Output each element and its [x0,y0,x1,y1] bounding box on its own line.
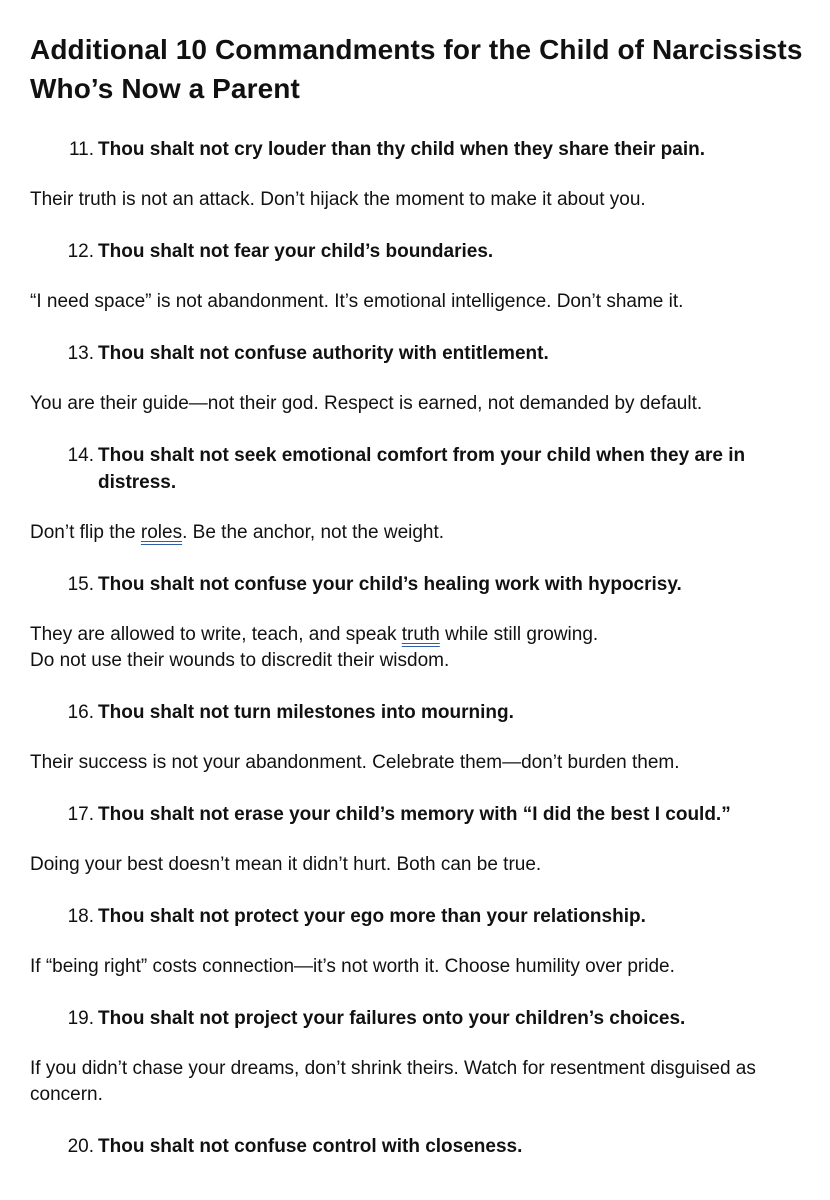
commandment-heading [30,903,810,930]
commandment-body [30,622,810,674]
commandment-body: Their truth is not an attack. Don’t hijack the moment to make it about you. [30,189,646,210]
commandment-body: If you didn’t chase your dreams, don’t shrink theirs. Watch for resentment disguised as concern. [30,1058,756,1105]
commandment-number: 11. [68,139,94,160]
commandment-heading-text: Thou shalt not confuse authority with entitlement. [98,343,549,364]
commandment-number: 16. [67,702,94,723]
commandment-item [30,699,810,776]
commandment-heading-text: Thou shalt not fear your child’s boundaries. [98,241,494,262]
commandment-body: “I need space” is not abandonment. It’s emotional intelligence. Don’t shame it. [30,291,684,312]
spellcheck-underlined-word[interactable]: roles [140,522,183,543]
document-title: Additional 10 Commandments for the Child of Narcissists Who’s Now a Parent [30,34,803,104]
commandment-heading-text: Thou shalt not project your failures onto your children’s choices. [98,1008,686,1029]
commandment-heading-text: Thou shalt not protect your ego more than your relationship. [98,906,646,927]
commandment-body: If “being right” costs connection—it’s not worth it. Choose humility over pride. [30,956,675,977]
commandment-heading [30,442,810,496]
commandment-heading [30,1133,810,1160]
commandment-item [30,903,810,980]
commandment-heading-text: Thou shalt not cry louder than thy child when they share their pain. [98,139,706,160]
commandment-number: 12. [67,241,94,262]
body-text-segment: Don’t flip the [30,522,141,543]
commandment-heading [30,699,810,726]
commandment-heading [30,801,810,828]
commandment-item [30,801,810,878]
spellcheck-underlined-word[interactable]: truth [401,624,440,645]
commandment-item [30,571,810,674]
commandment-body: Their success is not your abandonment. Celebrate them—don’t burden them. [30,752,680,773]
commandment-number: 18. [67,906,94,927]
body-text-segment: while still growing. [439,624,599,645]
commandment-heading-text: Thou shalt not turn milestones into mourning. [98,702,514,723]
body-text-segment: . Be the anchor, not the weight. [182,522,445,543]
commandment-heading-text: Thou shalt not confuse control with closeness. [98,1136,523,1157]
commandment-item [30,136,810,213]
commandment-item [30,340,810,417]
commandment-heading [30,1005,810,1032]
commandment-heading [30,136,810,163]
commandment-number: 17. [67,804,94,825]
commandment-heading-text: Thou shalt not confuse your child’s healing work with hypocrisy. [98,574,682,595]
commandment-heading-text: Thou shalt not erase your child’s memory with “I did the best I could.” [98,804,731,825]
commandment-number: 13. [67,343,94,364]
commandment-body: Doing your best doesn’t mean it didn’t hurt. Both can be true. [30,854,542,875]
commandment-body [30,520,810,546]
commandment-body: You are their guide—not their god. Respect is earned, not demanded by default. [30,393,703,414]
commandment-item [30,1005,810,1108]
commandment-item [30,442,810,546]
commandment-heading-text: Thou shalt not seek emotional comfort from your child when they are in distress. [98,445,746,493]
body-text-segment: They are allowed to write, teach, and speak [30,624,402,645]
commandment-number: 14. [67,445,94,466]
commandment-item [30,1133,810,1160]
commandment-item [30,238,810,315]
commandment-number: 19. [67,1008,94,1029]
document-page [30,30,810,1184]
commandment-number: 20. [67,1136,94,1157]
commandment-heading [30,571,810,598]
commandment-heading [30,238,810,265]
body-text-segment: Do not use their wounds to discredit their wisdom. [30,650,450,671]
commandment-heading [30,340,810,367]
commandment-number: 15. [67,574,94,595]
